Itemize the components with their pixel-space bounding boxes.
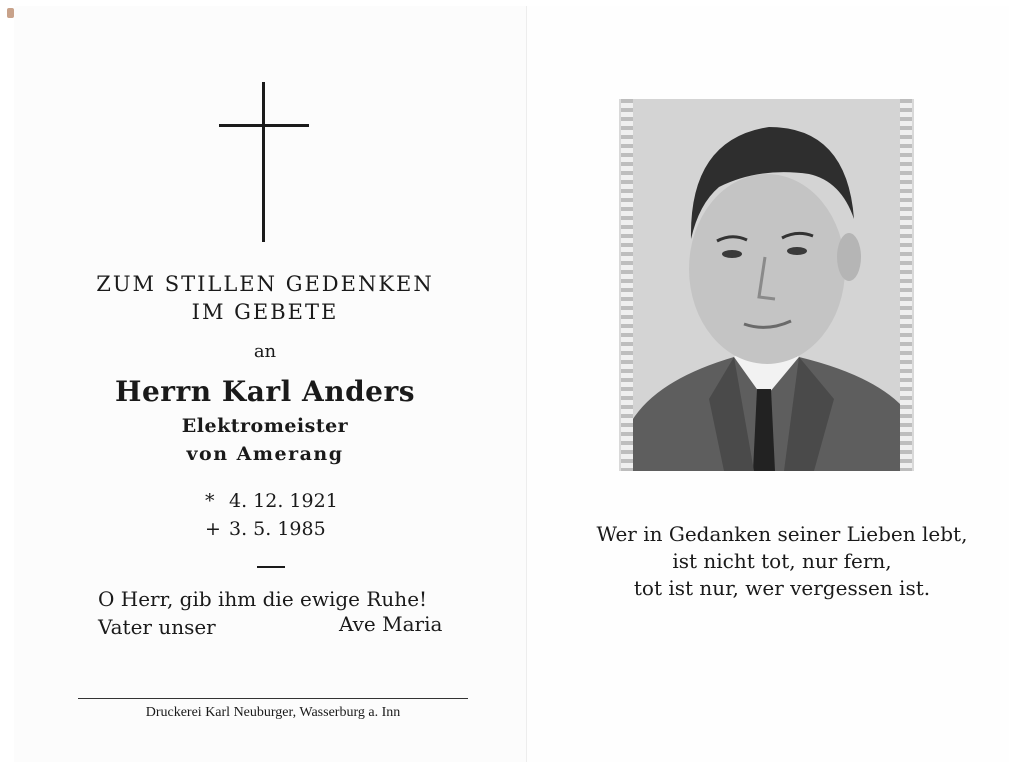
- birth-date-line: [205, 490, 338, 512]
- printer-imprint: Druckerei Karl Neuburger, Wasserburg a. Inn: [145, 705, 401, 720]
- birth-date: 4. 12. 1921: [229, 490, 338, 512]
- divider-bottom: [78, 698, 468, 699]
- cross-icon: [219, 82, 309, 242]
- heading-line-1: ZUM STILLEN GEDENKEN: [96, 272, 434, 296]
- portrait-illustration: [619, 99, 914, 471]
- quote-line-1: Wer in Gedanken seiner Lieben lebt,: [596, 522, 968, 546]
- prayer-ave-maria: Ave Maria: [339, 612, 443, 636]
- portrait-photo: [619, 99, 914, 471]
- death-cross-icon: +: [205, 518, 221, 540]
- heading-line-2: IM GEBETE: [191, 300, 339, 324]
- deceased-name: Herrn Karl Anders: [115, 375, 415, 408]
- preposition-text: an: [253, 341, 277, 362]
- quote-line-2: ist nicht tot, nur fern,: [672, 549, 892, 573]
- prayer-line: O Herr, gib ihm die ewige Ruhe!: [98, 587, 428, 611]
- paper-mark: [7, 8, 14, 18]
- divider-short: [257, 566, 285, 568]
- prayer-vater-unser: Vater unser: [98, 615, 216, 639]
- birth-star-icon: *: [205, 490, 215, 512]
- occupation-text: Elektromeister: [181, 415, 349, 437]
- quote-line-3: tot ist nur, wer vergessen ist.: [633, 576, 931, 600]
- death-date-line: [205, 518, 326, 540]
- hometown-text: von Amerang: [186, 443, 344, 465]
- death-date: 3. 5. 1985: [229, 518, 326, 540]
